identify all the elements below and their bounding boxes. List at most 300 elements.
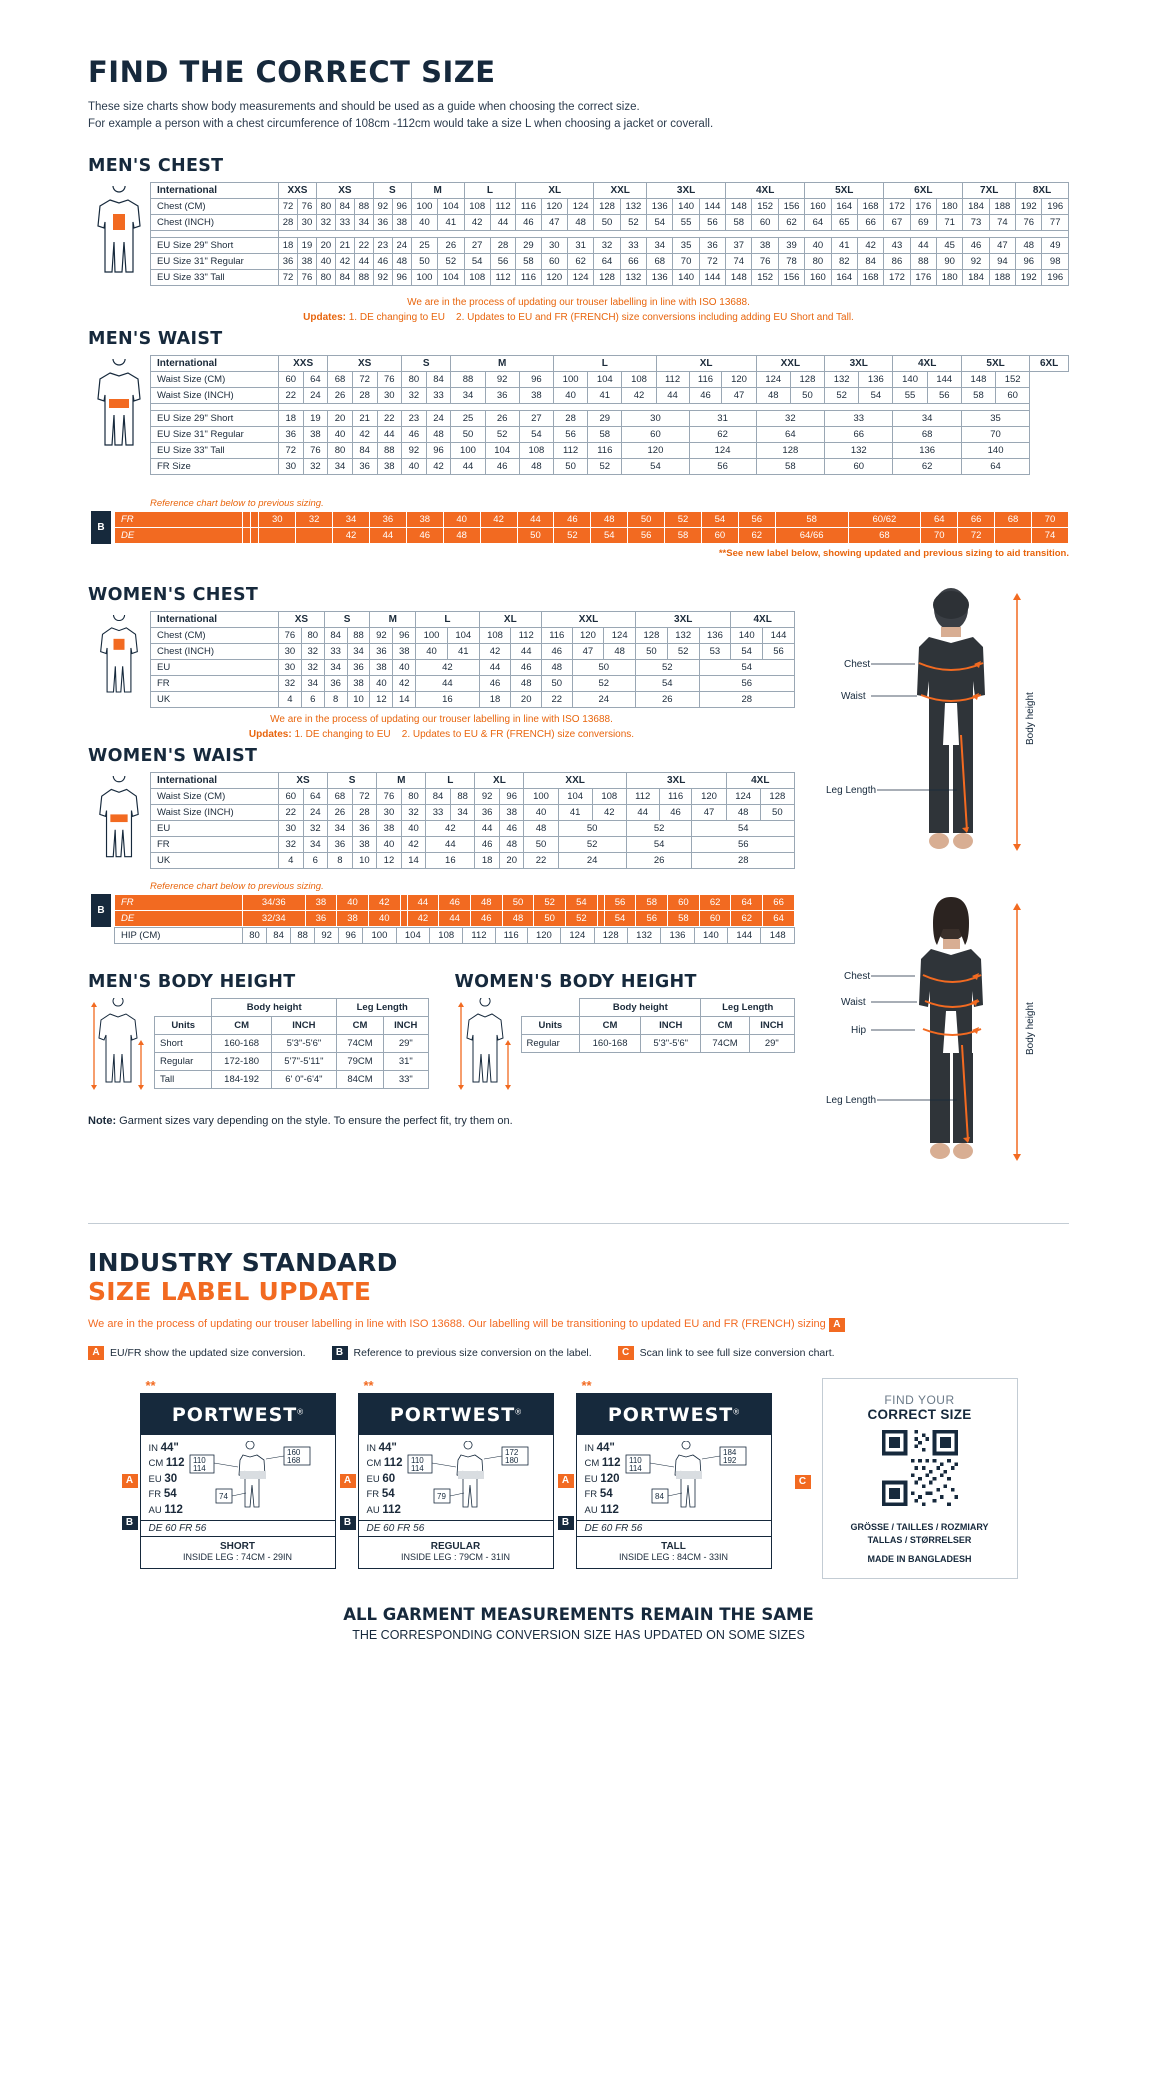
cell: 30 <box>279 458 304 474</box>
cell: 34 <box>301 675 324 691</box>
cell: 100 <box>411 269 437 285</box>
cell: 41 <box>447 643 479 659</box>
cell: 112 <box>490 269 515 285</box>
row-label: EU <box>151 659 279 675</box>
cell: 92 <box>315 927 339 943</box>
label-card-tall <box>561 1377 772 1570</box>
cell: 44 <box>377 426 402 442</box>
cell <box>296 527 333 543</box>
cell: 52 <box>534 894 566 910</box>
cell: 42 <box>333 527 370 543</box>
cell: 64 <box>756 426 824 442</box>
tag-b-side-1: B <box>122 1516 138 1530</box>
table-row <box>151 772 795 788</box>
mens-waist-updates <box>88 312 1069 323</box>
cell: 48 <box>392 253 411 269</box>
cell: 30 <box>259 511 296 527</box>
cell: 40 <box>328 426 353 442</box>
cell: 48 <box>470 894 502 910</box>
cell: 78 <box>778 253 804 269</box>
cell: 88 <box>450 788 475 804</box>
cell: 26 <box>438 237 464 253</box>
size-codes-1 <box>149 1441 185 1519</box>
registered-icon: ® <box>515 1407 522 1417</box>
cell: 38 <box>377 820 402 836</box>
update-2: 2. Updates to EU and FR (FRENCH) size conversions including adding EU Short and Tall. <box>456 311 854 323</box>
female-hip-label: Hip <box>851 1024 867 1036</box>
cell: 32 <box>401 804 426 820</box>
unit-col: INCH <box>640 1016 701 1034</box>
label-de-line-3 <box>577 1520 771 1536</box>
unit-col: INCH <box>749 1016 794 1034</box>
mens-body-height-table <box>154 998 429 1089</box>
cell <box>995 527 1032 543</box>
stars-marker-1: ** <box>145 1377 156 1393</box>
cell: 40 <box>377 836 402 852</box>
cell: 24 <box>426 410 451 426</box>
cell: 50 <box>502 894 534 910</box>
cell: 124 <box>726 788 760 804</box>
col-m: M <box>370 611 416 627</box>
row-label: UK <box>151 852 279 868</box>
cell: 47 <box>692 804 726 820</box>
footer-line-2: THE CORRESPONDING CONVERSION SIZE HAS UPDATED ON SOME SIZES <box>352 1627 805 1642</box>
cell: 56 <box>763 643 795 659</box>
mens-waist-heading: MEN'S WAIST <box>88 328 223 349</box>
cell: 30 <box>377 387 402 403</box>
cell: 56 <box>692 836 795 852</box>
cell: 50 <box>790 387 824 403</box>
womens-waist-updates <box>88 729 795 740</box>
cell: 76 <box>303 442 328 458</box>
cell: 112 <box>626 788 659 804</box>
cell: 44 <box>517 511 554 527</box>
cell: 128 <box>594 269 620 285</box>
cell: 120 <box>692 788 726 804</box>
cell: 50 <box>628 511 665 527</box>
cell: 60/62 <box>848 511 921 527</box>
cell: 18 <box>279 410 304 426</box>
cell: 46 <box>511 659 542 675</box>
cell: 32 <box>279 675 302 691</box>
cell: 58 <box>588 426 622 442</box>
cell: 86 <box>884 253 910 269</box>
cell: 34 <box>647 237 673 253</box>
cell: 29" <box>749 1034 794 1052</box>
unit-col: CM <box>212 1016 271 1034</box>
cell: 96 <box>519 371 553 387</box>
cell: 50 <box>553 458 587 474</box>
cell: 120 <box>541 269 567 285</box>
cell: 40 <box>401 820 426 836</box>
cell: 76 <box>377 371 402 387</box>
cell: 132 <box>667 627 699 643</box>
womens-waist-heading: WOMEN'S WAIST <box>88 745 258 766</box>
cell: 40 <box>337 894 369 910</box>
table-row <box>151 253 1069 269</box>
cell: 184-192 <box>212 1070 271 1088</box>
male-leg-length-label: Leg Length <box>826 784 877 796</box>
mens-waist-iso-note: We are in the process of updating our trouser labelling in line with ISO 13688. <box>407 296 750 308</box>
cell: 38 <box>352 836 377 852</box>
cell: 84CM <box>336 1070 383 1088</box>
cell: 116 <box>516 269 541 285</box>
industry-title-2: SIZE LABEL UPDATE <box>88 1276 372 1306</box>
code: CM <box>584 1458 600 1470</box>
cell: 56 <box>490 253 515 269</box>
row-label: FR <box>151 675 279 691</box>
cell: 79CM <box>336 1052 383 1070</box>
cell: 100 <box>416 627 448 643</box>
cell: 30 <box>622 410 689 426</box>
cell: 22 <box>279 804 304 820</box>
row-label: Waist Size (CM) <box>151 788 279 804</box>
cell: 100 <box>451 442 485 458</box>
tag-a-side-1: A <box>122 1474 138 1488</box>
cell: 160-168 <box>580 1034 641 1052</box>
row-label: EU <box>151 820 279 836</box>
cell: 58 <box>726 214 752 230</box>
cell: 42 <box>480 511 517 527</box>
table-row <box>151 804 795 820</box>
row-label: FR Size <box>151 458 279 474</box>
badge-b-mens <box>88 511 114 544</box>
cell: 32 <box>756 410 824 426</box>
cell: 116 <box>689 371 722 387</box>
row-label: EU Size 33" Tall <box>151 442 279 458</box>
value: 112 <box>383 1457 403 1470</box>
cell: 44 <box>511 643 542 659</box>
tag-b-side-2: B <box>340 1516 356 1530</box>
cell: 47 <box>989 237 1015 253</box>
cell: 42 <box>592 804 626 820</box>
cell: 144 <box>763 627 795 643</box>
cell: 136 <box>647 269 673 285</box>
cell: 36 <box>373 214 392 230</box>
row-label: Regular <box>155 1052 212 1070</box>
cell: 54 <box>636 675 700 691</box>
female-height-figure <box>455 998 515 1097</box>
cell: 56 <box>699 675 794 691</box>
mens-waist-legacy-block <box>88 511 1069 544</box>
cell: 38 <box>337 910 369 926</box>
qr-code-icon[interactable] <box>882 1430 958 1506</box>
cell: 60 <box>622 426 689 442</box>
col-xl: XL <box>656 355 756 371</box>
col-4xl: 4XL <box>726 182 805 198</box>
male-waist-icon <box>88 359 150 489</box>
cell: 62 <box>689 426 756 442</box>
cell: 4 <box>279 691 302 707</box>
cell: 40 <box>553 387 587 403</box>
cell: 21 <box>352 410 377 426</box>
cell: 60 <box>752 214 778 230</box>
table-row <box>151 659 795 675</box>
cell: 32 <box>402 387 427 403</box>
womens-chest-block <box>88 611 795 708</box>
cell: 140 <box>673 269 699 285</box>
cell: 80 <box>401 788 426 804</box>
row-label: FR <box>115 511 243 527</box>
cell: 36 <box>279 426 304 442</box>
cell: 180 <box>937 269 963 285</box>
col-xs: XS <box>328 355 402 371</box>
cell: 5'7"-5'11" <box>271 1052 336 1070</box>
cell: 48 <box>426 426 451 442</box>
cell: 66 <box>620 253 646 269</box>
group-leg-length: Leg Length <box>701 998 795 1016</box>
cell: 26 <box>485 410 519 426</box>
cell: 54 <box>604 910 636 926</box>
cell: 42 <box>416 659 480 675</box>
cell: 41 <box>588 387 622 403</box>
cell: 50 <box>558 820 626 836</box>
cell: 74CM <box>701 1034 749 1052</box>
cell: 52 <box>636 659 700 675</box>
cell: 80 <box>316 198 335 214</box>
legend-item-c <box>618 1346 835 1360</box>
cell: 38 <box>305 894 337 910</box>
cell: 92 <box>373 269 392 285</box>
cell: 172 <box>884 269 910 285</box>
table-row <box>155 1070 429 1088</box>
cell: 28 <box>699 691 794 707</box>
female-chest-label: Chest <box>844 970 871 982</box>
cell <box>480 527 517 543</box>
cell: 18 <box>279 237 298 253</box>
cell: 84 <box>857 253 883 269</box>
update-1: 1. DE changing to EU <box>294 728 391 740</box>
cell: 44 <box>490 214 515 230</box>
cell: 50 <box>534 910 566 926</box>
cell: 41 <box>558 804 592 820</box>
male-model <box>819 585 1069 885</box>
cell: 31 <box>689 410 756 426</box>
cell: 58 <box>516 253 541 269</box>
industry-subtitle-text: We are in the process of updating our trouser labelling in line with ISO 13688. Our labelling will be transitioning to updated EU and FR (FRENCH) sizing <box>88 1317 826 1330</box>
cell: 56 <box>553 426 587 442</box>
cell: 19 <box>297 237 316 253</box>
cell: 44 <box>910 237 936 253</box>
cell: 40 <box>393 659 416 675</box>
cell: 84 <box>335 269 354 285</box>
unit-col: CM <box>336 1016 383 1034</box>
cell: 54 <box>626 836 692 852</box>
row-label: Short <box>155 1034 212 1052</box>
male-waist-label: Waist <box>841 690 866 702</box>
legend-row <box>88 1346 1069 1360</box>
cell: 44 <box>656 387 689 403</box>
row-label: EU Size 29" Short <box>151 410 279 426</box>
value: 112 <box>382 1503 401 1516</box>
cell <box>259 527 296 543</box>
cell: 38 <box>347 675 370 691</box>
table-row <box>151 237 1069 253</box>
cell: 42 <box>335 253 354 269</box>
mens-chest-block <box>88 182 1069 291</box>
value: 44" <box>160 1441 179 1454</box>
female-waist-icon <box>88 776 150 872</box>
code: EU <box>366 1473 380 1485</box>
value: 112 <box>165 1457 185 1470</box>
value: 44" <box>596 1441 615 1454</box>
cell: 80 <box>402 371 427 387</box>
tag-c-side: C <box>795 1475 811 1489</box>
col-m: M <box>451 355 554 371</box>
label-foot-2 <box>359 1536 553 1568</box>
male-height-figure <box>88 998 148 1097</box>
label-body-icon-1 <box>188 1441 318 1515</box>
updates-label: Updates: <box>303 311 346 323</box>
cell: 40 <box>370 675 393 691</box>
svg-text:110: 110 <box>629 1455 643 1465</box>
cell: 144 <box>728 927 761 943</box>
womens-waist-legacy-block <box>88 894 795 927</box>
cell: 68 <box>893 426 961 442</box>
cell: 124 <box>689 442 756 458</box>
male-model-figure <box>819 585 1069 885</box>
cell: 136 <box>893 442 961 458</box>
cell: 62 <box>893 458 961 474</box>
cell: 80 <box>805 253 831 269</box>
brand-name-1: PORTWEST <box>171 1403 298 1426</box>
cell: 96 <box>1016 253 1042 269</box>
de-fr-text: DE 60 FR 56 <box>366 1523 425 1535</box>
label-examples <box>88 1378 1069 1579</box>
cell: 37 <box>726 237 752 253</box>
cell: 136 <box>859 371 893 387</box>
cell: 26 <box>636 691 700 707</box>
table-row <box>151 442 1069 458</box>
label-figure-2 <box>406 1441 546 1515</box>
cell: 50 <box>636 643 668 659</box>
col-xs: XS <box>279 772 328 788</box>
label-figure-1 <box>188 1441 328 1515</box>
cell: 33 <box>620 237 646 253</box>
table-row <box>151 611 795 627</box>
badge-b-label: B <box>91 894 111 927</box>
cell: 48 <box>726 804 760 820</box>
cell: 36 <box>370 643 393 659</box>
cell: 108 <box>519 442 553 458</box>
cell: 42 <box>464 214 490 230</box>
cell: 36 <box>369 511 406 527</box>
cell: 24 <box>392 237 411 253</box>
cell: 80 <box>301 627 324 643</box>
cell: 14 <box>393 691 416 707</box>
col-xl: XL <box>475 772 524 788</box>
cell: 112 <box>511 627 542 643</box>
cell: 98 <box>1042 253 1069 269</box>
cell: 30 <box>279 659 302 675</box>
cell: 104 <box>438 198 464 214</box>
cell <box>597 910 604 926</box>
cell: 54 <box>622 458 689 474</box>
cell: 84 <box>426 371 451 387</box>
cell: 88 <box>910 253 936 269</box>
cell: 46 <box>659 804 692 820</box>
cell: 124 <box>604 627 636 643</box>
cell: 4 <box>279 852 304 868</box>
cell: 108 <box>592 788 626 804</box>
value: 60 <box>382 1472 396 1485</box>
col-3xl: 3XL <box>636 611 731 627</box>
cell: 42 <box>857 237 883 253</box>
cell: 74 <box>726 253 752 269</box>
cell: 32 <box>296 511 333 527</box>
cell: 88 <box>451 371 485 387</box>
brand-bar-3 <box>577 1394 771 1435</box>
female-body-height-label: Body height <box>1025 1001 1036 1055</box>
cell: 128 <box>636 627 668 643</box>
intro-text <box>88 99 1069 134</box>
row-label: Chest (INCH) <box>151 214 279 230</box>
cell: 50 <box>451 426 485 442</box>
cell: 120 <box>541 198 567 214</box>
row-label: DE <box>115 910 243 926</box>
cell: 56 <box>636 910 668 926</box>
registered-icon: ® <box>733 1407 740 1417</box>
cell: 72 <box>699 253 725 269</box>
cell: 104 <box>485 442 519 458</box>
de-fr-text: DE 60 FR 56 <box>584 1523 643 1535</box>
cell: 55 <box>893 387 927 403</box>
cell: 38 <box>392 214 411 230</box>
cell: 54 <box>519 426 553 442</box>
row-label: Waist Size (CM) <box>151 371 279 387</box>
cell: 160-168 <box>212 1034 271 1052</box>
cell: 140 <box>731 627 763 643</box>
cell: 70 <box>921 527 958 543</box>
row-label: Tall <box>155 1070 212 1088</box>
womens-waist-block <box>88 772 795 877</box>
cell: 40 <box>805 237 831 253</box>
cell: 50 <box>541 675 572 691</box>
code: CM <box>366 1458 382 1470</box>
col-l: L <box>553 355 656 371</box>
table-row <box>151 643 795 659</box>
cell: 36 <box>485 387 519 403</box>
code: EU <box>148 1473 162 1485</box>
col-3xl: 3XL <box>647 182 726 198</box>
svg-text:114: 114 <box>193 1463 207 1473</box>
cell: 42 <box>426 820 475 836</box>
cell: 112 <box>656 371 689 387</box>
col-l: L <box>416 611 480 627</box>
cell: 116 <box>495 927 527 943</box>
col-international: International <box>151 182 279 198</box>
cell: 184 <box>963 198 989 214</box>
cell: 62 <box>778 214 804 230</box>
cell: 28 <box>352 387 377 403</box>
table-row <box>151 410 1069 426</box>
female-waist-label: Waist <box>841 996 866 1008</box>
cell: 192 <box>1016 269 1042 285</box>
womens-waist-ref-note: Reference chart below to previous sizing. <box>150 880 324 892</box>
cell: 48 <box>519 458 553 474</box>
row-label: DE <box>115 527 243 543</box>
cell: 28 <box>692 852 795 868</box>
cell: 26 <box>328 804 353 820</box>
cell: 188 <box>989 269 1015 285</box>
male-waist-figure <box>88 355 150 494</box>
table-row <box>151 852 795 868</box>
code: FR <box>148 1489 162 1501</box>
svg-text:84: 84 <box>655 1491 665 1501</box>
cell: 124 <box>756 371 790 387</box>
cell: 50 <box>594 214 620 230</box>
cell: 21 <box>335 237 354 253</box>
